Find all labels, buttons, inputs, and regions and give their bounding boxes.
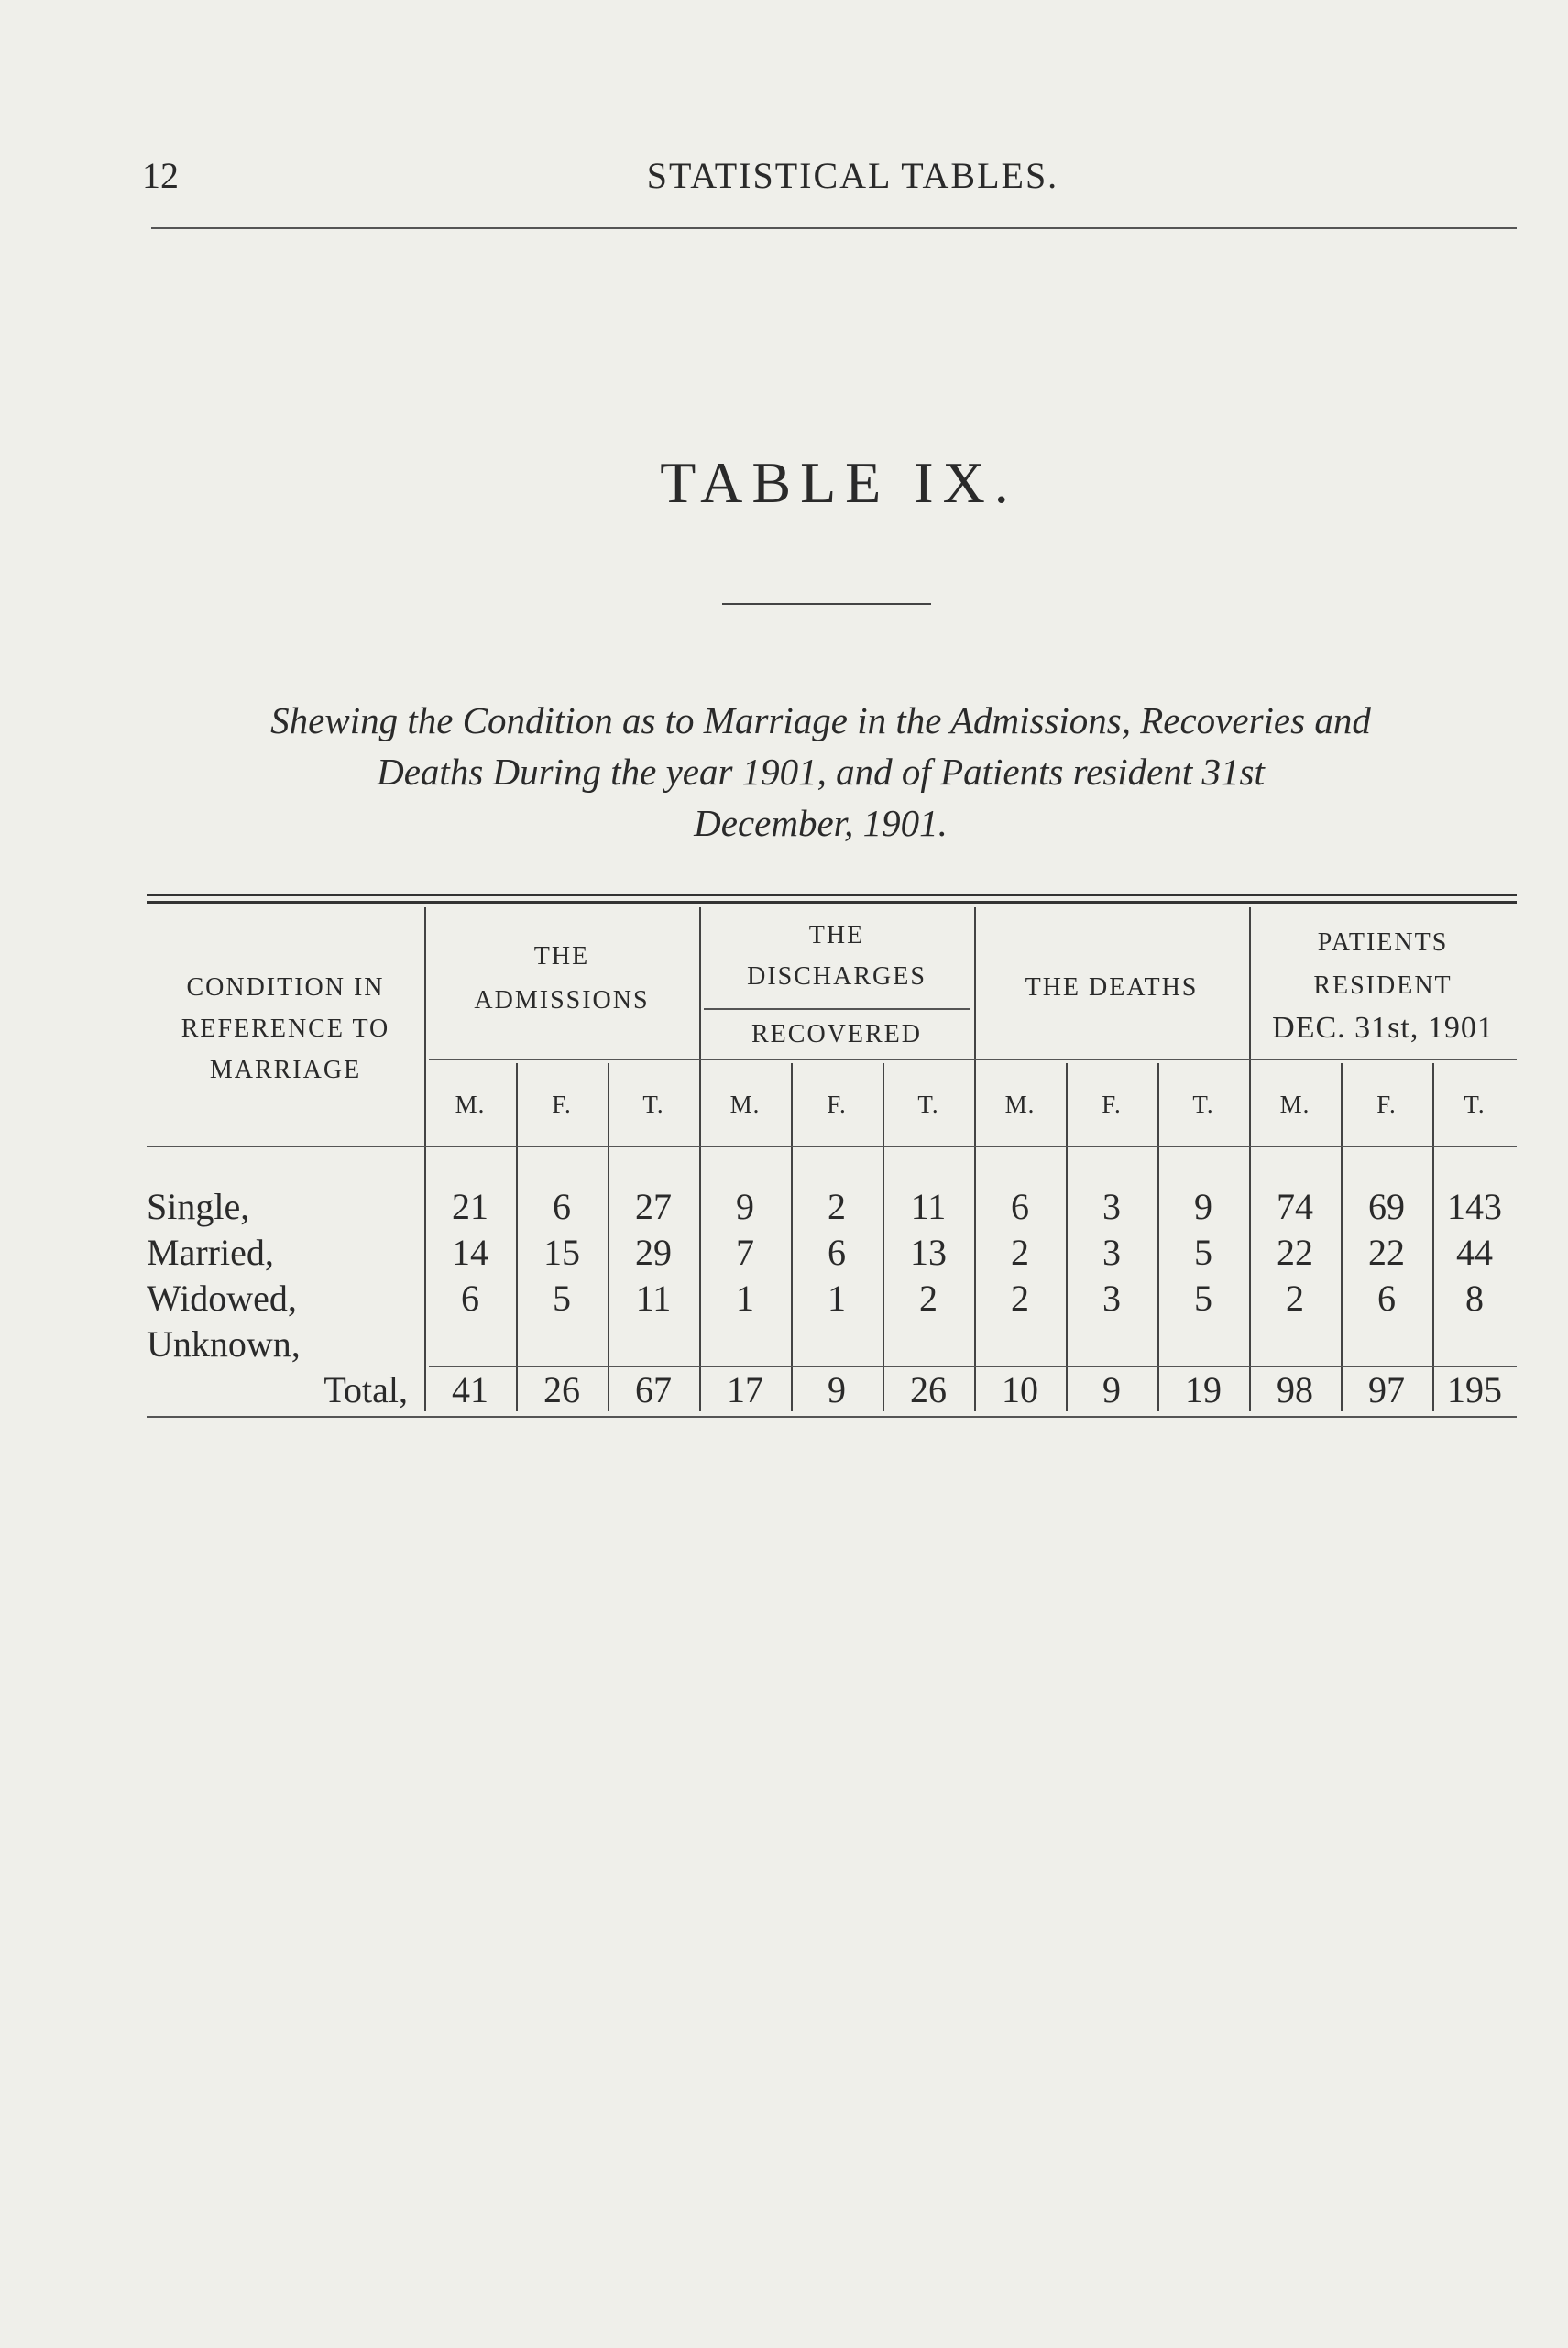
cell-resident-m: 2 — [1286, 1278, 1304, 1319]
cell-deaths-f: 3 — [1102, 1232, 1121, 1273]
row-label-widowed: Widowed, — [147, 1278, 297, 1319]
total-discharges-t: 26 — [910, 1369, 947, 1410]
subhead-resident-m: M. — [1279, 1091, 1310, 1118]
table-top-rule-inner — [147, 901, 1517, 904]
subhead-deaths-m: M. — [1004, 1091, 1036, 1118]
recovered-rule — [704, 1008, 970, 1010]
row-label-single: Single, — [147, 1186, 250, 1227]
subhead-admissions-t: T. — [642, 1091, 664, 1118]
deaths-header: THE DEATHS — [1025, 973, 1199, 1002]
subhead-deaths-t: T. — [1192, 1091, 1214, 1118]
cell-admissions-t: 11 — [635, 1278, 672, 1319]
subhead-discharges-f: F. — [827, 1091, 847, 1118]
resident-header-line-3: DEC. 31st, 1901 — [1272, 1011, 1494, 1045]
cell-admissions-m: 14 — [452, 1232, 488, 1273]
subhead-admissions-f: F. — [552, 1091, 572, 1118]
cell-deaths-f: 3 — [1102, 1278, 1121, 1319]
discharges-header-line-2: DISCHARGES — [747, 962, 927, 991]
cell-discharges-f: 6 — [828, 1232, 846, 1273]
cell-deaths-t: 5 — [1194, 1232, 1212, 1273]
cell-deaths-t: 5 — [1194, 1278, 1212, 1319]
total-admissions-t: 67 — [635, 1369, 672, 1410]
cell-discharges-f: 1 — [828, 1278, 846, 1319]
cell-discharges-f: 2 — [828, 1186, 846, 1227]
total-resident-t: 195 — [1447, 1369, 1502, 1410]
page-number: 12 — [142, 155, 179, 196]
subhead-resident-t: T. — [1464, 1091, 1486, 1118]
discharges-header-line-1: THE — [808, 921, 865, 949]
cell-discharges-t: 2 — [919, 1278, 938, 1319]
cell-deaths-m: 6 — [1011, 1186, 1029, 1227]
subhead-admissions-m: M. — [455, 1091, 486, 1118]
cell-admissions-f: 15 — [543, 1232, 580, 1273]
cell-admissions-m: 6 — [461, 1278, 479, 1319]
total-admissions-m: 41 — [452, 1369, 488, 1410]
resident-header-line-2: RESIDENT — [1313, 971, 1453, 1000]
cell-admissions-t: 27 — [635, 1186, 672, 1227]
caption-line-2: Deaths During the year 1901, and of Patients resident 31st — [377, 751, 1265, 793]
table-bottom-rule — [147, 1416, 1517, 1418]
cell-resident-f: 6 — [1377, 1278, 1396, 1319]
total-resident-f: 97 — [1368, 1369, 1405, 1410]
stub-header-line-2: REFERENCE TO — [181, 1015, 390, 1043]
header-rule — [151, 227, 1517, 229]
cell-deaths-f: 3 — [1102, 1186, 1121, 1227]
total-deaths-t: 19 — [1185, 1369, 1222, 1410]
caption-line-3: December, 1901. — [694, 802, 948, 844]
cell-admissions-m: 21 — [452, 1186, 488, 1227]
stub-header-line-3: MARRIAGE — [209, 1056, 362, 1084]
stub-header-line-1: CONDITION IN — [186, 973, 385, 1002]
cell-resident-t: 143 — [1447, 1186, 1502, 1227]
total-resident-m: 98 — [1277, 1369, 1313, 1410]
admissions-header-line-2: ADMISSIONS — [474, 986, 650, 1015]
row-label-married: Married, — [147, 1232, 274, 1273]
total-deaths-f: 9 — [1102, 1369, 1121, 1410]
row-label-total: Total, — [323, 1369, 408, 1410]
cell-deaths-m: 2 — [1011, 1278, 1029, 1319]
subhead-top-rule — [429, 1059, 1517, 1060]
total-discharges-m: 17 — [727, 1369, 763, 1410]
running-head: STATISTICAL TABLES. — [646, 155, 1059, 196]
cell-deaths-m: 2 — [1011, 1232, 1029, 1273]
total-admissions-f: 26 — [543, 1369, 580, 1410]
total-deaths-m: 10 — [1002, 1369, 1038, 1410]
cell-resident-f: 22 — [1368, 1232, 1405, 1273]
cell-resident-f: 69 — [1368, 1186, 1405, 1227]
table-top-rule — [147, 894, 1517, 896]
total-top-rule — [429, 1366, 1517, 1367]
admissions-header-line-1: THE — [533, 942, 590, 971]
cell-resident-m: 74 — [1277, 1186, 1313, 1227]
total-discharges-f: 9 — [828, 1369, 846, 1410]
cell-discharges-m: 7 — [736, 1232, 754, 1273]
subhead-deaths-f: F. — [1102, 1091, 1122, 1118]
row-label-unknown: Unknown, — [147, 1323, 301, 1365]
subhead-resident-f: F. — [1376, 1091, 1397, 1118]
cell-resident-t: 8 — [1465, 1278, 1484, 1319]
cell-discharges-m: 1 — [736, 1278, 754, 1319]
resident-header-line-1: PATIENTS — [1317, 928, 1449, 957]
cell-resident-m: 22 — [1277, 1232, 1313, 1273]
cell-admissions-f: 6 — [553, 1186, 571, 1227]
cell-admissions-t: 29 — [635, 1232, 672, 1273]
cell-discharges-t: 13 — [910, 1232, 947, 1273]
subhead-discharges-m: M. — [729, 1091, 761, 1118]
cell-resident-t: 44 — [1456, 1232, 1493, 1273]
caption-line-1: Shewing the Condition as to Marriage in the Admissions, Recoveries and — [270, 699, 1371, 741]
table-title: TABLE IX. — [660, 450, 1018, 515]
recovered-header: RECOVERED — [751, 1020, 922, 1048]
cell-discharges-t: 11 — [910, 1186, 947, 1227]
title-rule — [722, 603, 931, 605]
header-bottom-rule — [147, 1146, 1517, 1147]
cell-deaths-t: 9 — [1194, 1186, 1212, 1227]
cell-discharges-m: 9 — [736, 1186, 754, 1227]
cell-admissions-f: 5 — [553, 1278, 571, 1319]
subhead-discharges-t: T. — [917, 1091, 939, 1118]
